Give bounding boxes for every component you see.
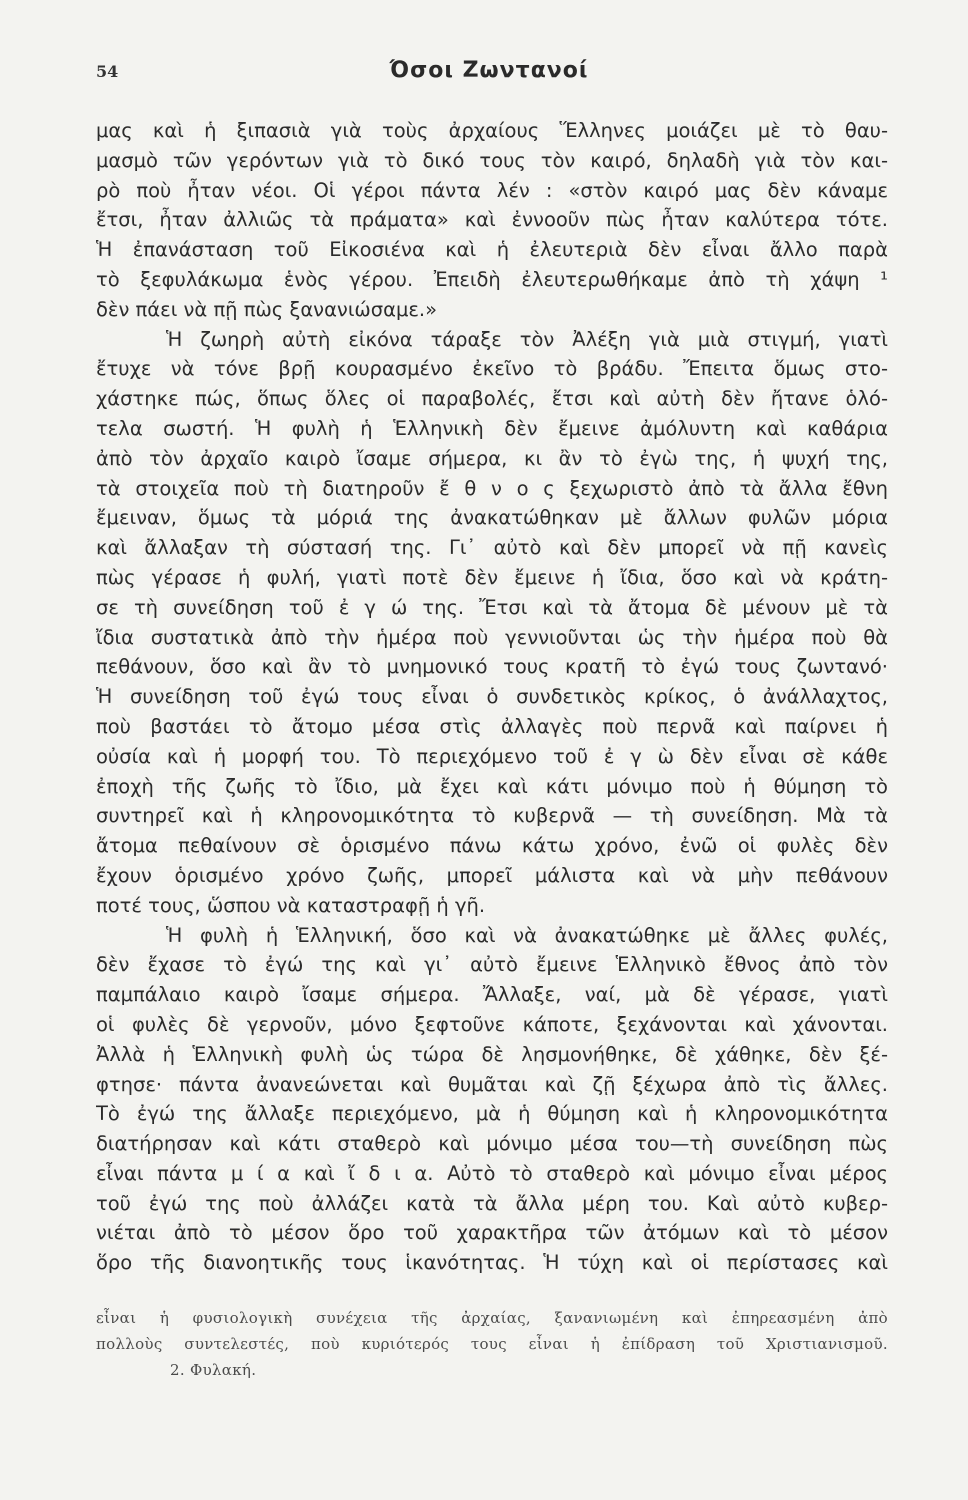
page-header [96, 56, 882, 90]
text-line: ἐποχὴ τῆς ζωῆς τὸ ἴδιο, μὰ ἔχει καὶ κάτι μόνιμο ποὺ ἡ θύμηση τὸ [96, 774, 888, 798]
footnotes [96, 1305, 888, 1383]
text-line: μασμὸ τῶν γερόντων γιὰ τὸ δικό τους τὸν καιρό, δηλαδὴ γιὰ τὸν και- [96, 148, 888, 172]
text-line: εἶναι πάντα μ ί α καὶ ἴ δ ι α. Αὐτὸ τὸ σταθερὸ καὶ μόνιμο εἶναι μέρος [96, 1161, 888, 1185]
text-line: ἔτσι, ἦταν ἀλλιῶς τὰ πράματα» καὶ ἐννοοῦν πὼς ἦταν καλύτερα τότε. [96, 208, 888, 232]
text-line: τελα σωστή. Ἡ φυλὴ ἡ Ἑλληνικὴ δὲν ἔμεινε ἀμόλυντη καὶ καθάρια [96, 416, 888, 440]
text-line: δὲν πάει νὰ πῇ πὼς ξανανιώσαμε.» [96, 297, 438, 321]
text-line: Ἡ φυλὴ ἡ Ἑλληνική, ὅσο καὶ νὰ ἀνακατώθηκε μὲ ἄλλες φυλές, [166, 923, 888, 947]
text-line: οὐσία καὶ ἡ μορφή του. Τὸ περιεχόμενο τοῦ ἐ γ ὼ δὲν εἶναι σὲ κάθε [96, 744, 888, 768]
footnote-line: 2. Φυλακή. [170, 1361, 257, 1379]
text-line: ἴδια συστατικὰ ἀπὸ τὴν ἡμέρα ποὺ γεννιοῦνται ὡς τὴν ἡμέρα ποὺ θὰ [96, 625, 888, 649]
text-line: οἱ φυλὲς δὲ γερνοῦν, μόνο ξεφτοῦνε κάποτε, ξεχάνονται καὶ χάνονται. [96, 1012, 888, 1036]
text-line: ρὸ ποὺ ἦταν νέοι. Οἱ γέροι πάντα λέν : «στὸν καιρό μας δὲν κάναμε [96, 178, 888, 202]
text-line: ἔχουν ὁρισμένο χρόνο ζωῆς, μπορεῖ μάλιστα καὶ νὰ μὴν πεθάνουν [96, 863, 888, 887]
text-line: Τὸ ἐγώ της ἄλλαξε περιεχόμενο, μὰ ἡ θύμηση καὶ ἡ κληρονομικότητα [96, 1102, 888, 1126]
text-line: πεθάνουν, ὅσο καὶ ἂν τὸ μνημονικό τους κρατῆ τὸ ἐγώ τους ζωντανό· [96, 655, 888, 679]
text-line: ἄτομα πεθαίνουν σὲ ὁρισμένο πάνω κάτω χρόνο, ἐνῶ οἱ φυλὲς δὲν [96, 834, 888, 858]
text-line: ἔμειναν, ὅμως τὰ μόριά της ἀνακατώθηκαν μὲ ἄλλων φυλῶν μόρια [96, 506, 888, 530]
text-line: Ἡ ἐπανάσταση τοῦ Εἰκοσιένα καὶ ἡ ἐλευτεριὰ δὲν εἶναι ἄλλο παρὰ [96, 238, 888, 262]
text-line: τοῦ ἐγώ της ποὺ ἀλλάζει κατὰ τὰ ἄλλα μέρη του. Καὶ αὐτὸ κυβερ- [96, 1191, 888, 1215]
text-line: δὲν ἔχασε τὸ ἐγώ της καὶ γι᾿ αὐτὸ ἔμεινε Ἑλληνικὸ ἔθνος ἀπὸ τὸν [96, 953, 888, 977]
text-line: ἔτυχε νὰ τόνε βρῇ κουρασμένο ἐκεῖνο τὸ βράδυ. Ἔπειτα ὅμως στο- [96, 357, 888, 381]
text-line: τὸ ξεφυλάκωμα ἑνὸς γέρου. Ἐπειδὴ ἐλευτερωθήκαμε ἀπὸ τὴ χάψη ¹ [96, 267, 888, 291]
text-line: διατήρησαν καὶ κάτι σταθερὸ καὶ μόνιμο μέσα του—τὴ συνείδηση πὼς [96, 1132, 888, 1156]
text-line: φτησε· πάντα ἀνανεώνεται καὶ θυμᾶται καὶ ζῇ ξέχωρα ἀπὸ τὶς ἄλλες. [96, 1072, 888, 1096]
text-line: ποὺ βαστάει τὸ ἄτομο μέσα στὶς ἀλλαγὲς ποὺ περνᾶ καὶ παίρνει ἡ [96, 714, 888, 738]
text-line: τὰ στοιχεῖα ποὺ τὴ διατηροῦν ἔ θ ν ο ς ξεχωριστὸ ἀπὸ τὰ ἄλλα ἔθνη [96, 476, 888, 500]
text-line: Ἀλλὰ ἡ Ἑλληνικὴ φυλὴ ὡς τώρα δὲ λησμονήθηκε, δὲ χάθηκε, δὲν ξέ- [96, 1042, 888, 1066]
text-line: νιέται ἀπὸ τὸ μέσον ὅρο τοῦ χαρακτῆρα τῶν ἀτόμων καὶ τὸ μέσον [96, 1221, 888, 1245]
page-number: 54 [96, 62, 119, 81]
text-line: Ἡ συνείδηση τοῦ ἐγώ τους εἶναι ὁ συνδετικὸς κρίκος, ὁ ἀνάλλαχτος, [96, 685, 888, 709]
text-line: μας καὶ ἡ ξιπασιὰ γιὰ τοὺς ἀρχαίους Ἕλληνες μοιάζει μὲ τὸ θαυ- [96, 119, 888, 142]
text-line: ποτέ τους, ὥσπου νὰ καταστραφῇ ἡ γῆ. [96, 893, 486, 917]
text-line: συντηρεῖ καὶ ἡ κληρονομικότητα τὸ κυβερνᾶ — τὴ συνείδηση. Μὰ τὰ [96, 804, 888, 828]
text-line: παμπάλαιο καιρὸ ἴσαμε σήμερα. Ἄλλαξε, ναί, μὰ δὲ γέρασε, γιατὶ [96, 983, 888, 1007]
text-line: καὶ ἄλλαξαν τὴ σύστασή της. Γι᾿ αὐτὸ καὶ δὲν μπορεῖ νὰ πῇ κανεὶς [96, 536, 888, 560]
footnote-line: πολλοὺς συντελεστές, ποὺ κυριότερός τους εἶναι ἡ ἐπίδραση τοῦ Χριστιανισμοῦ. [96, 1335, 888, 1353]
body-text [96, 116, 888, 1278]
text-line: ὅρο τῆς διανοητικῆς τους ἱκανότητας. Ἡ τύχη καὶ οἱ περίστασες καὶ [96, 1251, 888, 1275]
text-line: πὼς γέρασε ἡ φυλή, γιατὶ ποτὲ δὲν ἔμεινε ἡ ἴδια, ὅσο καὶ νὰ κράτη- [96, 565, 888, 589]
footnote-line: εἶναι ἡ φυσιολογικὴ συνέχεια τῆς ἀρχαίας, ξανανιωμένη καὶ ἐπηρεασμένη ἀπὸ [96, 1309, 888, 1327]
text-line: ἀπὸ τὸν ἀρχαῖο καιρὸ ἴσαμε σήμερα, κι ἂν τὸ ἐγὼ της, ἡ ψυχή της, [96, 446, 888, 470]
text-line: χάστηκε πώς, ὅπως ὅλες οἱ παραβολές, ἔτσι καὶ αὐτὴ δὲν ἤτανε ὁλό- [96, 387, 888, 411]
text-line: σε τὴ συνείδηση τοῦ ἐ γ ώ της. Ἔτσι καὶ τὰ ἄτομα δὲ μένουν μὲ τὰ [96, 595, 888, 619]
running-title: Όσοι Ζωντανοί [389, 58, 589, 83]
text-line: Ἡ ζωηρὴ αὐτὴ εἰκόνα τάραξε τὸν Ἀλέξη γιὰ μιὰ στιγμή, γιατὶ [166, 327, 888, 351]
